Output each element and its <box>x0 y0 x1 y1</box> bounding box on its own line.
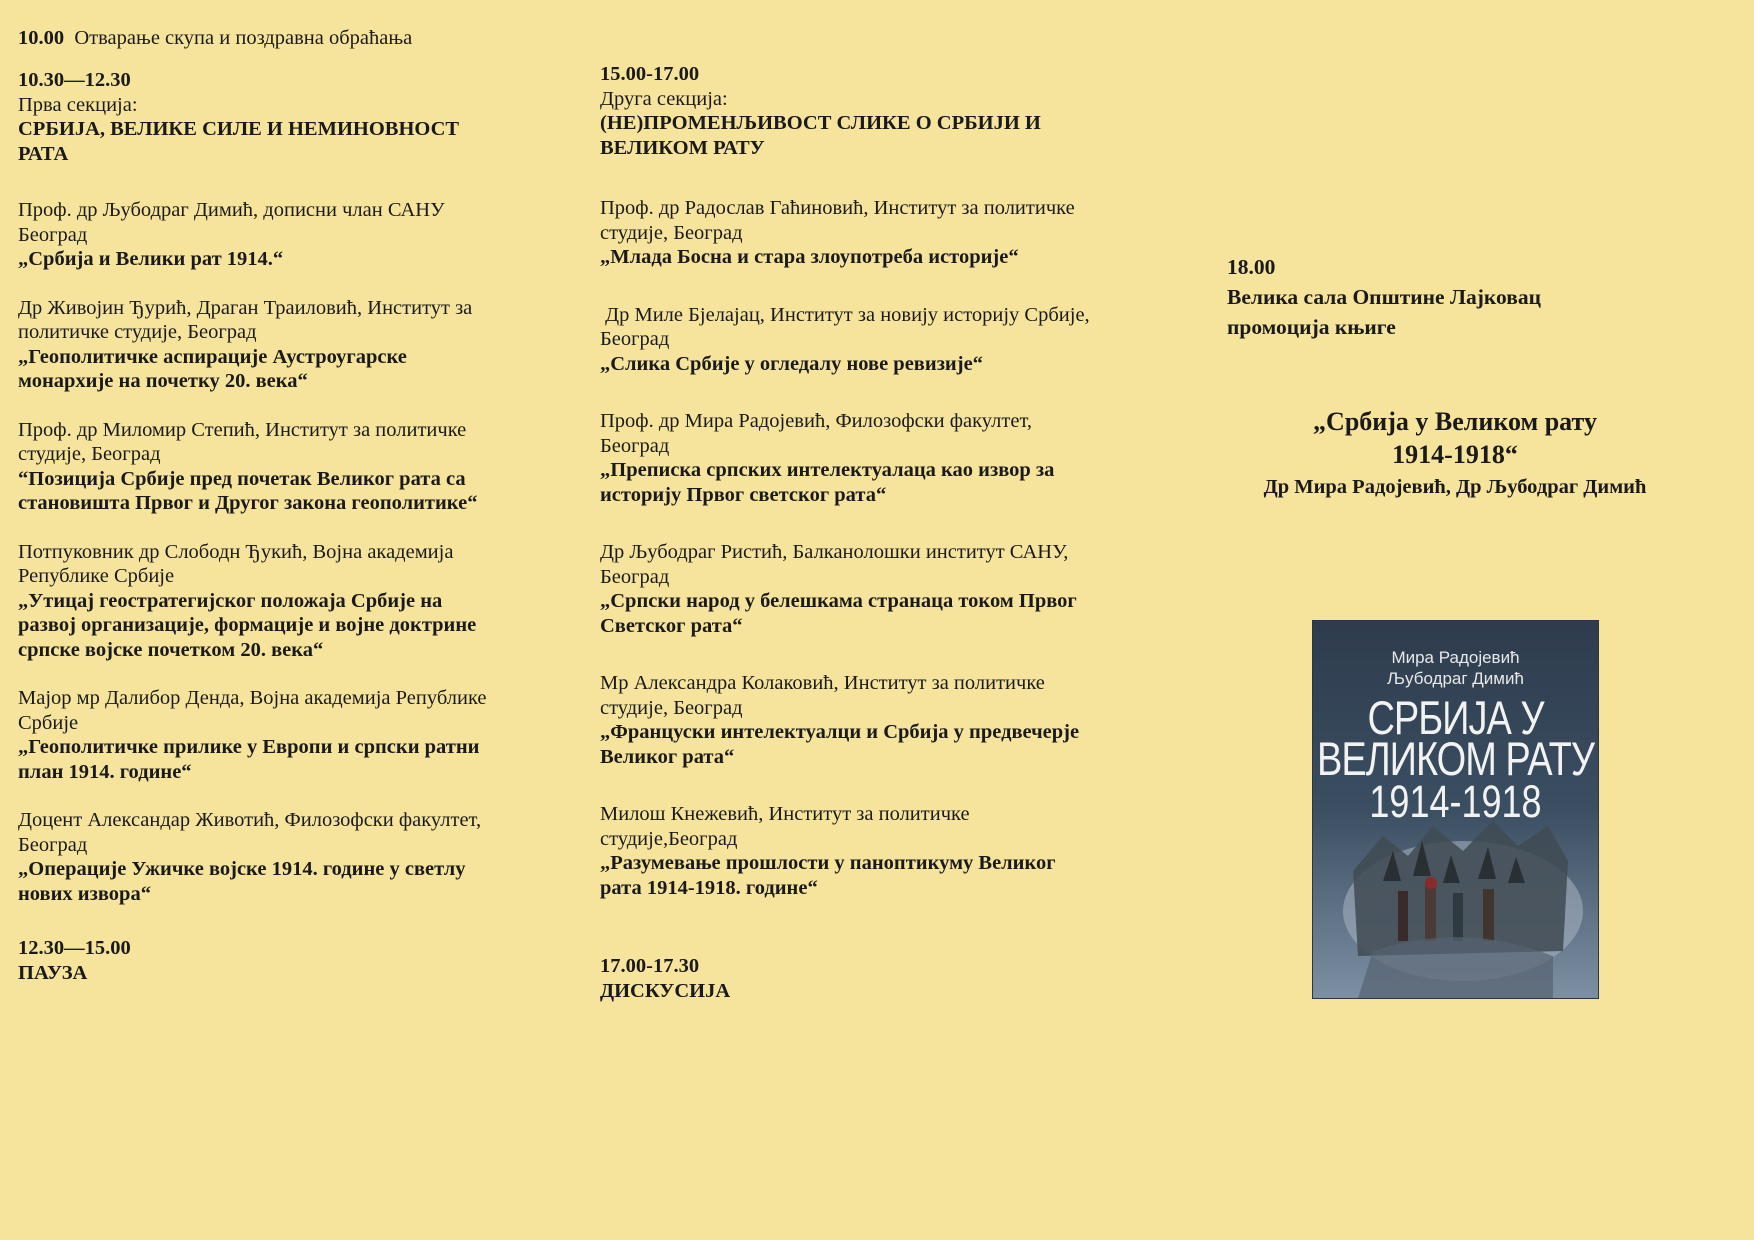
talk-affiliation: Београд <box>18 833 88 856</box>
talk-item <box>18 686 578 784</box>
talk-speaker: Мајор мр Далибор Денда, Војна академија Републике <box>18 687 487 709</box>
book-cover-image <box>1313 621 1598 998</box>
talk-item <box>600 196 1160 270</box>
talk-title: „Млада Босна и стара злоупотреба историје“ <box>600 246 1019 268</box>
section-two-time: 15.00-17.00 <box>600 63 700 85</box>
talk-affiliation: студије,Београд <box>600 827 738 850</box>
talk-title: „Преписка српских интелектуалаца као извор за <box>600 459 1055 481</box>
talk-title-cont: план 1914. године“ <box>18 760 192 783</box>
talk-speaker: Др Љубодраг Ристић, Балканолошки институт САНУ, <box>600 541 1069 563</box>
talk-item <box>18 198 578 272</box>
talk-speaker: Проф. др Мира Радојевић, Филозофски факултет, <box>600 410 1032 432</box>
talk-affiliation: Београд <box>600 328 670 350</box>
talk-speaker: Милош Кнежевић, Институт за политичке <box>600 803 970 825</box>
cover-author: Мира Радојевић <box>1391 648 1520 667</box>
talk-title-cont: српске војске почетком 20. века“ <box>18 638 324 661</box>
talk-title-cont: историју Првог светског рата“ <box>600 483 887 506</box>
talk-title-cont: становишта Првог и Другог закона геополитике“ <box>18 492 478 514</box>
section-one-title: СРБИЈА, ВЕЛИКЕ СИЛЕ И НЕМИНОВНОСТ <box>18 118 460 140</box>
pause-block <box>18 936 578 985</box>
talk-title: „Разумевање прошлости у паноптикуму Великог <box>600 852 1056 874</box>
talk-item <box>600 802 1160 900</box>
talk-item <box>600 303 1160 377</box>
talk-item <box>600 671 1160 769</box>
book-authors: Др Мира Радојевић, Др Љубодраг Димић <box>1263 476 1647 498</box>
section-one-block <box>18 68 578 985</box>
book-title-years: 1914-1918“ <box>1392 440 1518 469</box>
discussion-block <box>600 954 1160 1003</box>
talk-item <box>600 409 1160 507</box>
book-title: „Србија у Великом рату <box>1313 407 1597 436</box>
talk-affiliation: Београд <box>18 223 88 246</box>
promotion-place: Велика сала Општине Лајковац <box>1227 285 1541 309</box>
talk-affiliation: политичке студије, Београд <box>18 321 257 343</box>
talk-title-cont: рата 1914-1918. године“ <box>600 876 818 899</box>
talk-item <box>18 418 578 516</box>
discussion-text: ДИСКУСИЈА <box>600 979 731 1002</box>
talk-affiliation: Београд <box>600 434 670 457</box>
cover-years: 1914-1918 <box>1369 775 1542 827</box>
talk-affiliation: студије, Београд <box>600 696 743 719</box>
talk-title: “Позиција Србије пред почетак Великог рата са <box>18 467 466 490</box>
section-two-title-cont: ВЕЛИКОМ РАТУ <box>600 136 765 159</box>
talk-title: „Операције Ужичке војске 1914. године у светлу <box>18 858 466 880</box>
talk-affiliation: студије, Београд <box>600 221 743 244</box>
promotion-text: промоција књиге <box>1227 315 1396 339</box>
talk-speaker: Др Миле Бјелајац, Институт за новију историју Србије, <box>600 303 1090 326</box>
talk-item <box>600 540 1160 638</box>
opening-text: Отварање скупа и поздравна обраћања <box>74 27 413 49</box>
talk-speaker: Проф. др Радослав Гаћиновић, Институт за политичке <box>600 197 1075 219</box>
section-two-label: Друга секција: <box>600 87 728 110</box>
talk-affiliation: Републике Србије <box>18 565 175 587</box>
talk-item <box>18 808 578 906</box>
book-heading <box>1180 405 1730 500</box>
section-two-title: (НЕ)ПРОМЕНЉИВОСТ СЛИКЕ О СРБИЈИ И <box>600 112 1041 134</box>
talk-item <box>18 296 578 394</box>
opening-line <box>18 26 412 51</box>
opening-time: 10.00 <box>18 27 65 49</box>
talk-title-cont: монархије на почетку 20. века“ <box>18 370 308 392</box>
talk-title: „Србија и Велики рат 1914.“ <box>18 248 284 270</box>
promotion-time: 18.00 <box>1227 255 1276 279</box>
discussion-time: 17.00-17.30 <box>600 955 700 977</box>
section-two-block <box>600 62 1160 1003</box>
cover-author: Љубодраг Димић <box>1387 669 1524 688</box>
section-one-time: 10.30—12.30 <box>18 69 131 91</box>
talk-title: „Геополитичке аспирације Аустроугарске <box>18 345 407 368</box>
talk-title: „Француски интелектуалци и Србија у предвечерје <box>600 721 1080 743</box>
talk-affiliation: Београд <box>600 565 670 588</box>
talk-speaker: Др Живојин Ђурић, Драган Траиловић, Институт за <box>18 296 473 319</box>
talk-title-cont: Великог рата“ <box>600 745 735 768</box>
talk-title-cont: нових извора“ <box>18 882 151 905</box>
section-one-title-cont: РАТА <box>18 142 69 165</box>
talk-title: „Српски народ у белешкама странаца током Првог <box>600 590 1077 612</box>
talk-affiliation: студије, Београд <box>18 443 161 465</box>
cover-title: СРБИЈА У <box>1367 692 1544 746</box>
cover-title-cont: ВЕЛИКОМ РАТУ <box>1317 733 1594 787</box>
talk-title: „Слика Србије у огледалу нове ревизије“ <box>600 352 983 375</box>
talk-item <box>18 540 578 663</box>
promotion-block <box>1227 252 1707 342</box>
pause-text: ПАУЗА <box>18 961 88 984</box>
talk-speaker: Доцент Александар Животић, Филозофски факултет, <box>18 809 482 831</box>
talk-title-cont: Светског рата“ <box>600 614 743 637</box>
talk-speaker: Проф. др Љубодраг Димић, дописни члан САНУ <box>18 199 445 221</box>
talk-title: „Утицај геостратегијског положаја Србије на <box>18 589 443 612</box>
talk-title: „Геополитичке прилике у Европи и српски ратни <box>18 736 480 758</box>
talk-speaker: Мр Александра Колаковић, Институт за политичке <box>600 672 1045 694</box>
pause-time: 12.30—15.00 <box>18 937 131 959</box>
talk-affiliation: Србије <box>18 711 79 734</box>
talk-title-cont: развој организације, формације и војне доктрине <box>18 614 477 636</box>
talk-speaker: Потпуковник др Слободн Ђукић, Војна академија <box>18 540 454 563</box>
talk-speaker: Проф. др Миломир Степић, Институт за политичке <box>18 418 467 441</box>
section-one-label: Прва секција: <box>18 93 138 116</box>
